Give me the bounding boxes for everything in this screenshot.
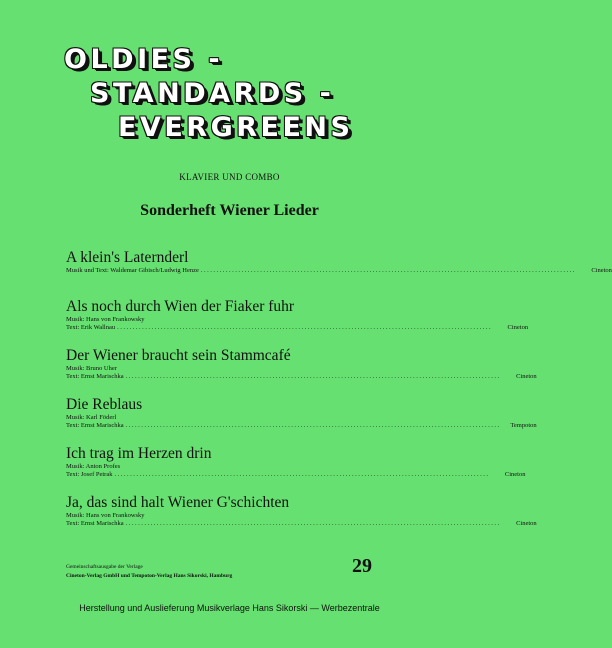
credit-text: Text: Ernst Marischka [66,422,124,429]
dot-leader: ........................................................................................................................ [125,373,501,380]
publisher-name: Cineton [507,324,529,331]
title-line-3: EVERGREENS [118,112,354,143]
song-credit [66,365,356,373]
dot-leader: ........................................................................................................................ [125,422,501,429]
song-credit [66,414,356,422]
title-line-1: OLDIES - [64,44,224,75]
song-credit [66,316,356,324]
distribution-note: Herstellung und Auslieferung Musikverlage Hans Sikorski — Werbezentrale [79,603,380,613]
song-credit [66,520,537,528]
publisher-name: Cineton [591,267,612,274]
song-credit [66,512,356,520]
credit-text: Musik: Hans von Frankowsky [66,512,145,519]
song-entry [66,444,526,493]
song-entry [66,395,537,444]
publisher-name: Tempoton [510,422,537,429]
credit-text: Musik und Text: Waldemar Gibisch/Ludwig Henze [66,267,199,274]
song-title: Die Reblaus [66,396,143,413]
dot-leader: ........................................................................................................................ [200,267,576,274]
song-title: Der Wiener braucht sein Stammcafé [66,347,291,364]
title-line-2: STANDARDS - [90,78,335,109]
song-title: Als noch durch Wien der Fiaker fuhr [66,298,295,315]
dot-leader: ........................................................................................................................ [117,324,493,331]
credit-text: Musik: Bruno Uher [66,365,117,372]
song-credit [66,324,529,332]
song-credit [66,373,537,381]
credit-text: Text: Ernst Marischka [66,520,124,527]
credit-text: Text: Ernst Marischka [66,373,124,380]
publisher-note-line-2: Cineton-Verlag GmbH und Tempoton-Verlag Hans Sikorski, Hamburg [66,573,233,579]
publisher-name: Cineton [516,520,537,527]
song-entry [66,493,537,542]
publisher-note [66,563,232,581]
dot-leader: ........................................................................................................................ [114,471,490,478]
credit-text: Musik: Karl Föderl [66,414,117,421]
song-title: Ja, das sind halt Wiener G'schichten [66,494,290,511]
publisher-name: Cineton [516,373,537,380]
subtitle: KLAVIER UND COMBO [179,172,280,182]
publisher-name: Cineton [504,471,526,478]
publisher-note-line-1: Gemeinschaftsausgabe der Verlage [66,564,143,570]
credit-text: Text: Josef Petrak [66,471,113,478]
song-title: Ich trag im Herzen drin [66,445,212,462]
song-list [66,248,612,542]
song-title: A klein's Laternderl [66,249,189,266]
song-entry [66,346,537,395]
page-heading: Sonderheft Wiener Lieder [140,202,319,219]
dot-leader: ........................................................................................................................ [125,520,501,527]
song-entry [66,297,529,346]
song-credit [66,422,537,430]
credit-text: Musik: Hans von Frankowsky [66,316,145,323]
song-credit [66,267,612,275]
issue-number: 29 [352,555,372,577]
song-credit [66,471,526,479]
song-entry [66,248,612,297]
credit-text: Text: Erik Wallnau [66,324,116,331]
song-credit [66,463,356,471]
credit-text: Musik: Anton Profes [66,463,121,470]
